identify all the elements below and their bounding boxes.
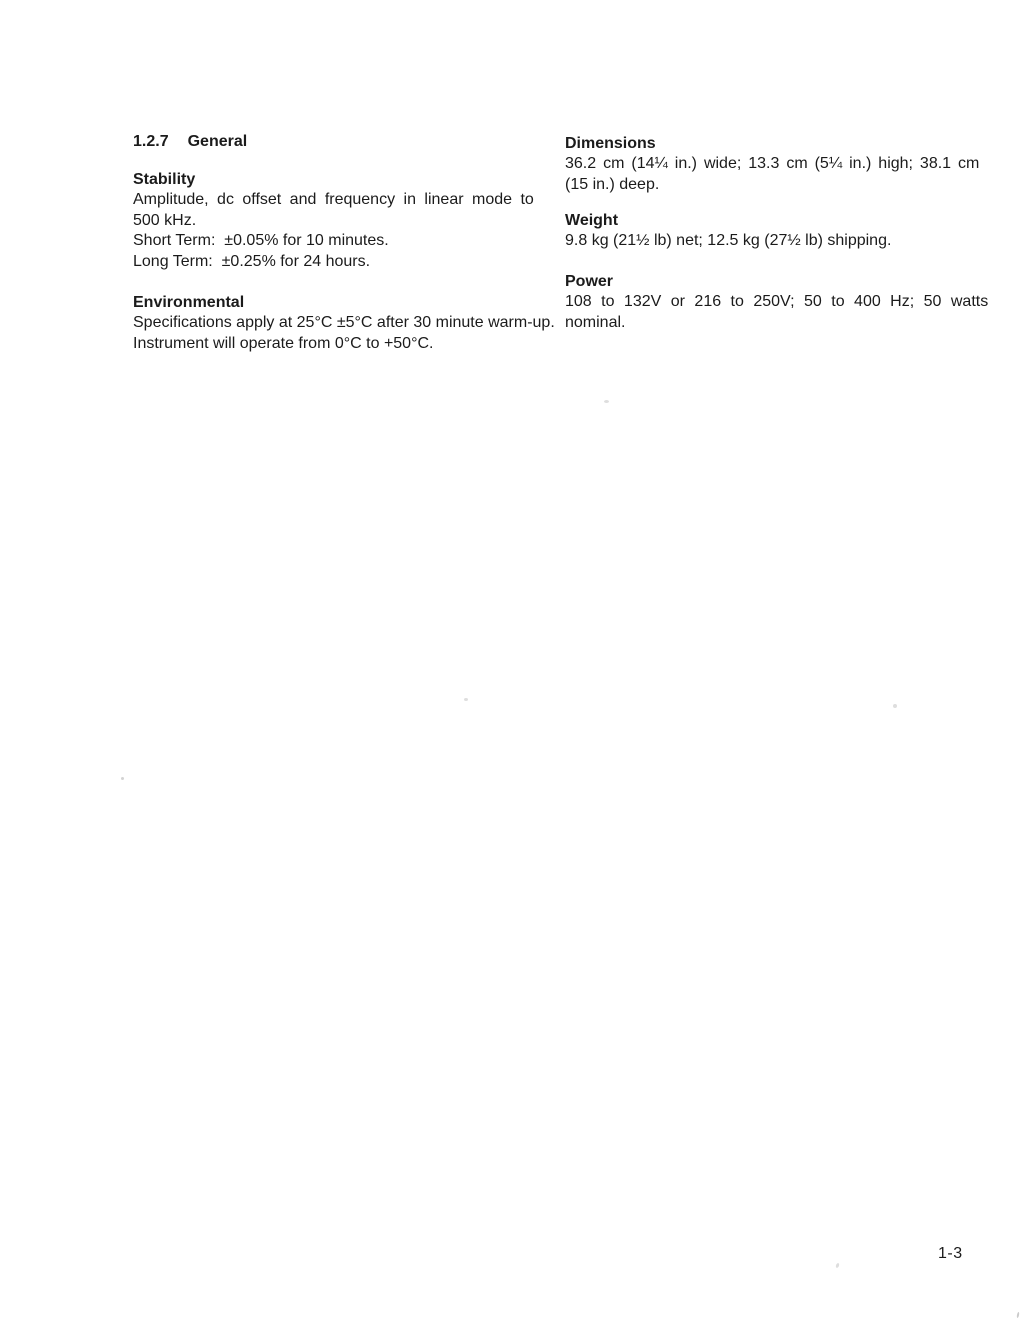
- stability-line: Short Term: ±0.05% for 10 minutes.: [133, 232, 389, 250]
- scan-speck: [121, 777, 124, 780]
- stability-section: [133, 170, 533, 272]
- environmental-section: [133, 293, 555, 354]
- weight-heading: Weight: [565, 212, 619, 229]
- dimensions-line: 36.2 cm (14¼ in.) wide; 13.3 cm (5¼ in.) high; 38.1 cm: [565, 155, 980, 173]
- dimensions-line: (15 in.) deep.: [565, 175, 660, 193]
- scan-speck: [835, 1263, 840, 1269]
- scan-speck: [1016, 1312, 1019, 1318]
- power-line: nominal.: [565, 313, 626, 331]
- environmental-heading: Environmental: [133, 294, 245, 311]
- environmental-line: Instrument will operate from 0°C to +50°C.: [133, 334, 434, 352]
- stability-line: Long Term: ±0.25% for 24 hours.: [133, 252, 371, 270]
- weight-section: [565, 211, 963, 252]
- section-title: General: [187, 133, 248, 150]
- dimensions-heading: Dimensions: [565, 135, 656, 152]
- stability-heading: Stability: [133, 171, 196, 188]
- weight-line: 9.8 kg (21½ lb) net; 12.5 kg (27½ lb) shipping.: [565, 232, 892, 250]
- power-heading: Power: [565, 273, 614, 290]
- dimensions-section: [565, 134, 980, 195]
- section-heading: [133, 132, 533, 152]
- scan-speck: [604, 400, 609, 403]
- section-heading-general: [133, 132, 533, 152]
- scan-speck: [464, 698, 468, 701]
- stability-line: Amplitude, dc offset and frequency in linear mode to: [133, 191, 534, 209]
- scan-speck: [893, 704, 897, 708]
- power-section: [565, 272, 989, 333]
- stability-line: 500 kHz.: [133, 211, 197, 229]
- section-number: 1.2.7: [133, 133, 169, 150]
- page-number: 1-3: [938, 1245, 963, 1262]
- environmental-line: Specifications apply at 25°C ±5°C after 30 minute warm-up.: [133, 314, 555, 332]
- power-line: 108 to 132V or 216 to 250V; 50 to 400 Hz; 50 watts: [565, 293, 989, 311]
